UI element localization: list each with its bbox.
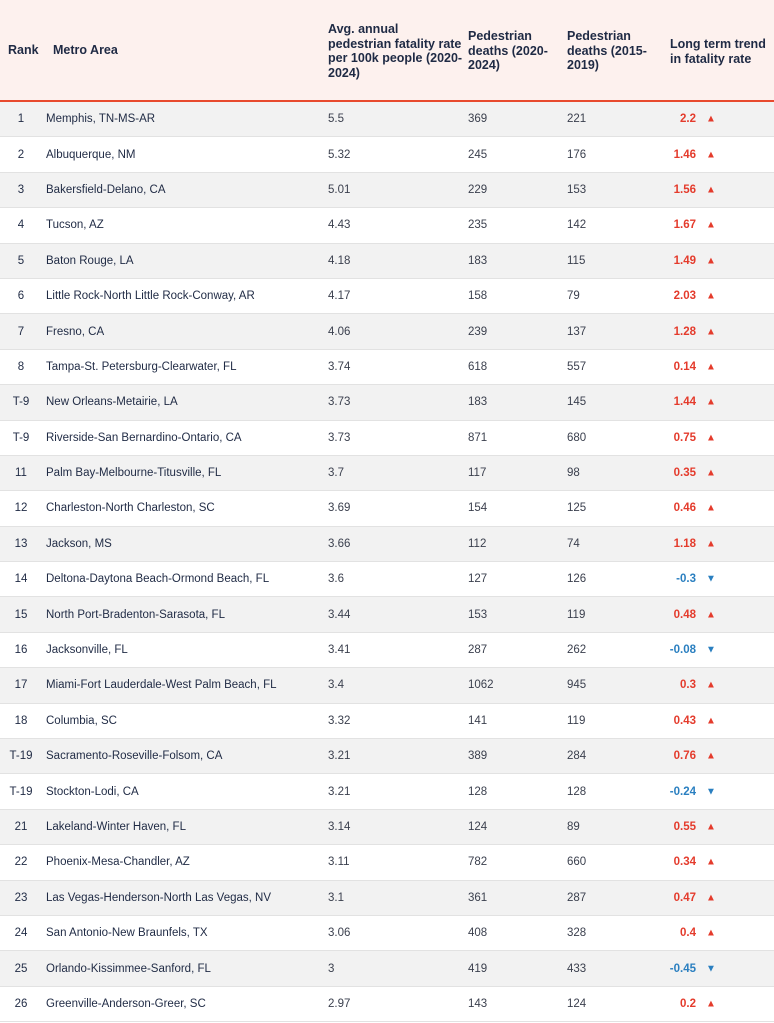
rank-cell: 8 <box>17 360 25 373</box>
rank-cell: 24 <box>14 927 28 940</box>
fatality-rate-cell: 4.17 <box>328 290 351 303</box>
table-row <box>0 987 774 1022</box>
rank-cell: 25 <box>14 962 28 975</box>
deaths-2015-2019-cell: 79 <box>567 290 580 303</box>
table-row <box>0 881 774 916</box>
metro-area-cell: Sacramento-Roseville-Folsom, CA <box>46 750 223 763</box>
triangle-up-icon: ▲ <box>706 467 716 479</box>
deaths-2020-2024-cell: 141 <box>468 714 488 727</box>
triangle-up-icon: ▲ <box>706 856 716 868</box>
rank-cell: 4 <box>17 219 25 232</box>
table-row <box>0 951 774 986</box>
deaths-2020-2024-cell: 408 <box>468 927 488 940</box>
trend-value-cell: 1.56 <box>673 183 696 196</box>
deaths-2015-2019-cell: 176 <box>567 148 587 161</box>
trend-value-cell: -0.3 <box>676 573 696 586</box>
triangle-up-icon: ▲ <box>706 432 716 444</box>
table-row <box>0 491 774 526</box>
trend-value-cell: 1.49 <box>673 254 696 267</box>
metro-area-cell: Memphis, TN-MS-AR <box>46 113 156 126</box>
metro-area-cell: Jackson, MS <box>46 537 112 550</box>
metro-area-cell: Baton Rouge, LA <box>46 254 134 267</box>
table-row <box>0 350 774 385</box>
trend-value-cell: 0.34 <box>673 856 696 869</box>
rank-cell: 13 <box>14 537 28 550</box>
deaths-2020-2024-cell: 782 <box>468 856 488 869</box>
trend-value-cell: 0.75 <box>673 431 696 444</box>
rank-cell: 5 <box>17 254 25 267</box>
header-deaths-2020-2024: Pedestrian deaths (2020-2024) <box>468 29 548 72</box>
rank-cell: 21 <box>14 821 28 833</box>
fatality-rate-cell: 5.32 <box>328 148 351 161</box>
triangle-up-icon: ▲ <box>706 113 716 125</box>
deaths-2020-2024-cell: 287 <box>468 644 488 657</box>
fatality-rate-cell: 5.01 <box>328 183 351 196</box>
trend-value-cell: 1.67 <box>673 219 696 232</box>
metro-area-cell: Bakersfield-Delano, CA <box>46 183 166 196</box>
deaths-2015-2019-cell: 137 <box>567 325 587 338</box>
triangle-down-icon: ▼ <box>706 644 716 656</box>
table-row <box>0 597 774 632</box>
metro-area-cell: Stockton-Lodi, CA <box>46 785 139 798</box>
triangle-up-icon: ▲ <box>706 821 716 833</box>
fatality-rate-cell: 3.74 <box>328 360 351 373</box>
metro-area-cell: Albuquerque, NM <box>46 148 136 161</box>
metro-area-cell: North Port-Bradenton-Sarasota, FL <box>46 608 225 621</box>
triangle-up-icon: ▲ <box>706 184 716 196</box>
deaths-2015-2019-cell: 98 <box>567 467 580 480</box>
fatality-rate-cell: 3.69 <box>328 502 351 515</box>
trend-value-cell: 0.55 <box>673 821 696 833</box>
table-header <box>0 0 774 102</box>
deaths-2015-2019-cell: 128 <box>567 785 587 798</box>
deaths-2015-2019-cell: 262 <box>567 644 587 657</box>
metro-area-cell: Jacksonville, FL <box>46 644 128 657</box>
table-row <box>0 173 774 208</box>
metro-area-cell: Fresno, CA <box>46 325 105 338</box>
deaths-2020-2024-cell: 117 <box>468 467 487 480</box>
deaths-2015-2019-cell: 433 <box>567 962 587 975</box>
trend-value-cell: -0.45 <box>669 962 696 975</box>
triangle-up-icon: ▲ <box>706 502 716 514</box>
trend-value-cell: 0.43 <box>673 714 696 727</box>
fatality-rate-cell: 3.73 <box>328 431 351 444</box>
triangle-up-icon: ▲ <box>706 998 716 1010</box>
rank-cell: T-9 <box>12 431 30 444</box>
triangle-up-icon: ▲ <box>706 609 716 621</box>
trend-value-cell: 0.35 <box>673 467 696 480</box>
deaths-2015-2019-cell: 660 <box>567 856 587 869</box>
deaths-2020-2024-cell: 153 <box>468 608 488 621</box>
rank-cell: 2 <box>17 148 25 161</box>
triangle-up-icon: ▲ <box>706 361 716 373</box>
deaths-2015-2019-cell: 557 <box>567 360 587 373</box>
triangle-down-icon: ▼ <box>706 573 716 585</box>
deaths-2015-2019-cell: 945 <box>567 679 587 692</box>
metro-area-cell: Greenville-Anderson-Greer, SC <box>46 997 206 1010</box>
triangle-up-icon: ▲ <box>706 538 716 550</box>
triangle-up-icon: ▲ <box>706 927 716 939</box>
table-row <box>0 633 774 668</box>
deaths-2015-2019-cell: 153 <box>567 183 587 196</box>
metro-area-cell: New Orleans-Metairie, LA <box>46 396 178 409</box>
trend-value-cell: 2.2 <box>680 113 696 126</box>
fatality-rate-cell: 5.5 <box>328 113 344 126</box>
trend-value-cell: 0.48 <box>673 608 696 621</box>
table-row <box>0 704 774 739</box>
rank-cell: 18 <box>14 714 28 727</box>
rank-cell: 1 <box>17 113 25 126</box>
rank-cell: 3 <box>17 183 25 196</box>
metro-area-cell: Columbia, SC <box>46 714 117 727</box>
fatality-rate-cell: 3.4 <box>328 679 344 692</box>
fatality-rate-cell: 3.21 <box>328 785 351 798</box>
metro-area-cell: Palm Bay-Melbourne-Titusville, FL <box>46 467 222 480</box>
trend-value-cell: 0.3 <box>680 679 696 692</box>
metro-area-cell: Deltona-Daytona Beach-Ormond Beach, FL <box>46 573 270 586</box>
deaths-2015-2019-cell: 125 <box>567 502 587 515</box>
table-row <box>0 845 774 880</box>
deaths-2020-2024-cell: 419 <box>468 962 488 975</box>
table-row <box>0 810 774 845</box>
deaths-2020-2024-cell: 245 <box>468 148 488 161</box>
metro-area-cell: Miami-Fort Lauderdale-West Palm Beach, FL <box>46 679 277 692</box>
rank-cell: 16 <box>14 644 28 657</box>
triangle-up-icon: ▲ <box>706 290 716 302</box>
deaths-2015-2019-cell: 284 <box>567 750 587 763</box>
deaths-2020-2024-cell: 389 <box>468 750 488 763</box>
fatality-rate-cell: 3.14 <box>328 821 351 833</box>
triangle-down-icon: ▼ <box>706 963 716 975</box>
deaths-2020-2024-cell: 158 <box>468 290 488 303</box>
table-row <box>0 208 774 243</box>
triangle-down-icon: ▼ <box>706 786 716 798</box>
fatality-rate-cell: 4.06 <box>328 325 351 338</box>
table-row <box>0 527 774 562</box>
fatality-rate-cell: 3.44 <box>328 608 351 621</box>
fatality-rate-cell: 3.7 <box>328 467 344 480</box>
deaths-2020-2024-cell: 143 <box>468 997 488 1010</box>
fatality-rate-cell: 2.97 <box>328 997 351 1010</box>
rank-cell: 6 <box>17 290 25 303</box>
triangle-up-icon: ▲ <box>706 892 716 904</box>
metro-area-cell: Little Rock-North Little Rock-Conway, AR <box>46 290 255 303</box>
rank-cell: 15 <box>14 608 28 621</box>
fatality-rate-cell: 3.41 <box>328 644 351 657</box>
fatality-rate-cell: 3.21 <box>328 750 351 763</box>
table-row <box>0 562 774 597</box>
table-body <box>0 102 774 1022</box>
triangle-up-icon: ▲ <box>706 679 716 691</box>
triangle-up-icon: ▲ <box>706 149 716 161</box>
deaths-2020-2024-cell: 124 <box>468 821 488 833</box>
table-row <box>0 279 774 314</box>
deaths-2020-2024-cell: 112 <box>468 537 487 550</box>
rank-cell: 23 <box>14 891 28 904</box>
metro-area-cell: Charleston-North Charleston, SC <box>46 502 215 515</box>
rank-cell: 12 <box>14 502 28 515</box>
rank-cell: T-19 <box>9 750 33 763</box>
metro-area-cell: Tampa-St. Petersburg-Clearwater, FL <box>46 360 237 373</box>
triangle-up-icon: ▲ <box>706 255 716 267</box>
trend-value-cell: 0.47 <box>673 891 696 904</box>
metro-area-cell: Las Vegas-Henderson-North Las Vegas, NV <box>46 891 272 904</box>
deaths-2015-2019-cell: 142 <box>567 219 587 232</box>
fatality-rate-cell: 3.11 <box>328 856 350 869</box>
fatality-rate-cell: 3.1 <box>328 891 344 904</box>
deaths-2015-2019-cell: 680 <box>567 431 587 444</box>
triangle-up-icon: ▲ <box>706 750 716 762</box>
metro-area-cell: Orlando-Kissimmee-Sanford, FL <box>46 962 211 975</box>
deaths-2020-2024-cell: 239 <box>468 325 488 338</box>
trend-value-cell: 1.18 <box>673 537 696 550</box>
trend-value-cell: 2.03 <box>673 290 696 303</box>
deaths-2015-2019-cell: 115 <box>567 254 586 267</box>
rank-cell: 11 <box>15 467 27 480</box>
header-rank: Rank <box>8 43 39 57</box>
deaths-2020-2024-cell: 618 <box>468 360 488 373</box>
deaths-2020-2024-cell: 1062 <box>468 679 494 692</box>
table-row <box>0 421 774 456</box>
header-fatality-rate: Avg. annual pedestrian fatality rate per 100k people (2020-2024) <box>328 22 463 80</box>
deaths-2015-2019-cell: 126 <box>567 573 587 586</box>
table-row <box>0 739 774 774</box>
deaths-2020-2024-cell: 128 <box>468 785 488 798</box>
metro-area-cell: Lakeland-Winter Haven, FL <box>46 821 186 833</box>
triangle-up-icon: ▲ <box>706 326 716 338</box>
triangle-up-icon: ▲ <box>706 715 716 727</box>
trend-value-cell: 0.4 <box>680 927 696 940</box>
table-row <box>0 668 774 703</box>
table-row <box>0 456 774 491</box>
deaths-2020-2024-cell: 127 <box>468 573 488 586</box>
rank-cell: 14 <box>14 573 28 586</box>
table-row <box>0 916 774 951</box>
deaths-2020-2024-cell: 369 <box>468 113 488 126</box>
fatality-rate-cell: 3.6 <box>328 573 344 586</box>
deaths-2020-2024-cell: 235 <box>468 219 488 232</box>
trend-value-cell: 0.14 <box>673 360 696 373</box>
deaths-2015-2019-cell: 287 <box>567 891 587 904</box>
metro-area-cell: Tucson, AZ <box>46 219 104 232</box>
deaths-2015-2019-cell: 119 <box>567 714 586 727</box>
rank-cell: T-9 <box>12 396 30 409</box>
metro-area-cell: Phoenix-Mesa-Chandler, AZ <box>46 856 190 869</box>
metro-area-cell: Riverside-San Bernardino-Ontario, CA <box>46 431 242 444</box>
rank-cell: 26 <box>14 997 28 1010</box>
table-row <box>0 137 774 172</box>
trend-value-cell: 1.46 <box>673 148 696 161</box>
triangle-up-icon: ▲ <box>706 219 716 231</box>
trend-value-cell: 0.76 <box>673 750 696 763</box>
trend-value-cell: 1.28 <box>673 325 696 338</box>
header-long-term-trend: Long term trend in fatality rate <box>670 37 766 66</box>
deaths-2015-2019-cell: 328 <box>567 927 587 940</box>
table-row <box>0 102 774 137</box>
header-deaths-2015-2019: Pedestrian deaths (2015-2019) <box>567 29 647 72</box>
deaths-2020-2024-cell: 229 <box>468 183 488 196</box>
fatality-rate-cell: 3.32 <box>328 714 351 727</box>
deaths-2020-2024-cell: 154 <box>468 502 488 515</box>
header-metro-area: Metro Area <box>53 43 118 57</box>
fatality-rate-cell: 3.73 <box>328 396 351 409</box>
trend-value-cell: -0.24 <box>669 785 696 798</box>
rank-cell: 17 <box>14 679 28 692</box>
table-row <box>0 314 774 349</box>
deaths-2020-2024-cell: 871 <box>468 431 488 444</box>
deaths-2020-2024-cell: 361 <box>468 891 488 904</box>
trend-value-cell: -0.08 <box>669 644 696 657</box>
deaths-2015-2019-cell: 89 <box>567 821 580 833</box>
deaths-2015-2019-cell: 119 <box>567 608 586 621</box>
trend-value-cell: 0.46 <box>673 502 696 515</box>
rank-cell: 22 <box>14 856 28 869</box>
fatality-rate-cell: 3.66 <box>328 537 351 550</box>
rank-cell: T-19 <box>9 785 33 798</box>
deaths-2015-2019-cell: 221 <box>567 113 587 126</box>
triangle-up-icon: ▲ <box>706 396 716 408</box>
fatality-rate-cell: 4.18 <box>328 254 351 267</box>
deaths-2020-2024-cell: 183 <box>468 396 488 409</box>
table-row <box>0 774 774 809</box>
trend-value-cell: 0.2 <box>680 997 696 1010</box>
deaths-2015-2019-cell: 74 <box>567 537 580 550</box>
table-row <box>0 244 774 279</box>
fatality-rate-cell: 4.43 <box>328 219 351 232</box>
table-row <box>0 385 774 420</box>
deaths-2020-2024-cell: 183 <box>468 254 488 267</box>
fatality-rate-cell: 3.06 <box>328 927 351 940</box>
metro-area-cell: San Antonio-New Braunfels, TX <box>46 927 208 940</box>
fatality-rate-cell: 3 <box>328 962 335 975</box>
deaths-2015-2019-cell: 145 <box>567 396 587 409</box>
trend-value-cell: 1.44 <box>673 396 696 409</box>
rank-cell: 7 <box>17 325 25 338</box>
deaths-2015-2019-cell: 124 <box>567 997 587 1010</box>
